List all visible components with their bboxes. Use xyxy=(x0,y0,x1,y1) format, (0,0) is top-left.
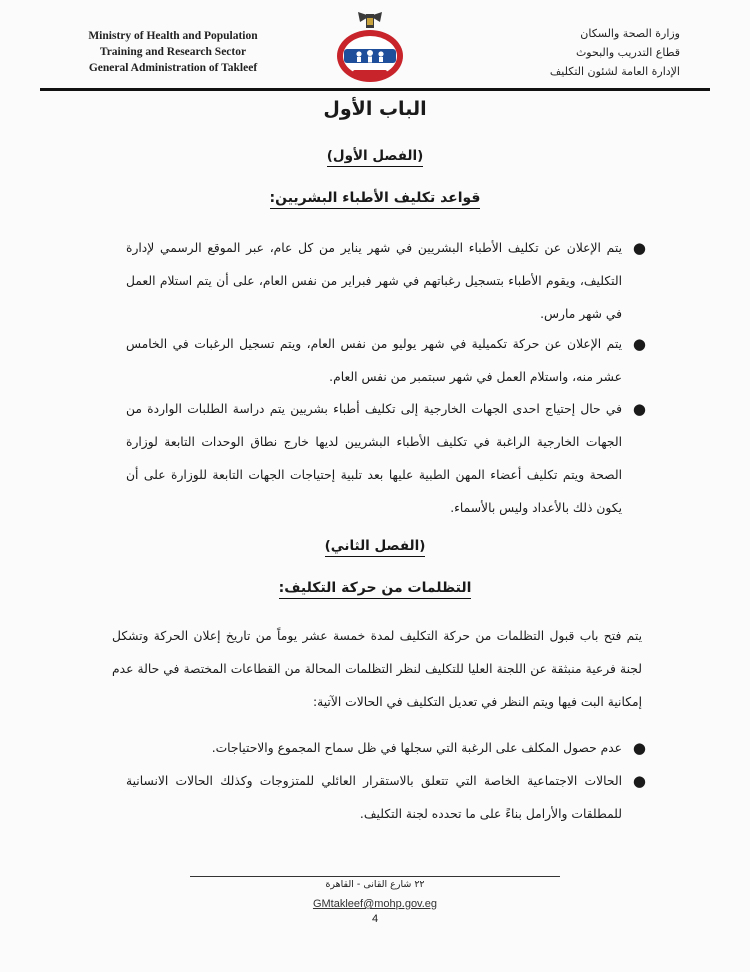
section-two-heading xyxy=(0,580,750,596)
footer-email-line xyxy=(0,898,750,910)
header-en-line-ministry: Ministry of Health and Population xyxy=(88,30,258,42)
list-item-text: في حال إحتياج احدى الجهات الخارجية إلى تكليف أطباء بشريين يتم دراسة الطلبات الواردة من الجهات الخارجية الراغبة في تكليف الأطباء البشريين لديها خارج نطاق الوحدات التابعة لوزارة الصحة ويتم تكليف أعضاء المهن الطبية عليها بعد تلبية إحتياجات الجهات التابعة للوزارة على أن يكون ذلك بالأعداد وليس بالأسماء. xyxy=(126,402,622,515)
list-item xyxy=(126,393,646,525)
bullet-icon: ● xyxy=(632,239,646,257)
header-english xyxy=(62,28,284,76)
list-item xyxy=(126,732,646,765)
header-ar-line-ministry: وزارة الصحة والسكان xyxy=(580,27,680,40)
footer-email-link[interactable]: GMtakleef@mohp.gov.eg xyxy=(312,898,438,910)
header-en-line-sector: Training and Research Sector xyxy=(99,46,247,58)
chapter-one-heading xyxy=(0,148,750,164)
list-item-text: يتم الإعلان عن حركة تكميلية في شهر يوليو من نفس العام، ويتم تسجيل الرغبات في الخامس عشر منه، واستلام العمل في شهر سبتمبر من نفس العام. xyxy=(126,337,622,384)
bullet-icon: ● xyxy=(632,739,646,757)
header-ar-line-sector: قطاع التدريب والبحوث xyxy=(575,46,680,59)
ministry-of-health-emblem-icon xyxy=(331,12,409,88)
list-item-text: الحالات الاجتماعية الخاصة التي تتعلق بالاستقرار العائلي للمتزوجات وكذلك الحالات الانسانية للمطلقات والأرامل بناءً على ما تحدده لجنة التكليف. xyxy=(126,774,622,821)
section-one-heading xyxy=(0,190,750,206)
section-one-label: قواعد تكليف الأطباء البشريين: xyxy=(270,190,481,209)
bullet-icon: ● xyxy=(632,400,646,418)
list-item-text: يتم الإعلان عن تكليف الأطباء البشريين في شهر يناير من كل عام، عبر الموقع الرسمي لإدارة التكليف، ويقوم الأطباء بتسجيل رغباتهم في شهر فبراير من نفس العام، على أن يتم استلام العمل في شهر مارس. xyxy=(126,241,622,321)
list-item xyxy=(126,765,646,831)
list-item-text: عدم حصول المكلف على الرغبة التي سجلها في ظل سماح المجموع والاحتياجات. xyxy=(211,741,622,755)
header-arabic xyxy=(480,24,680,81)
footer-divider xyxy=(190,876,560,877)
section-two-paragraph: يتم فتح باب قبول التظلمات من حركة التكليف لمدة خمسة عشر يوماً من تاريخ إعلان الحركة وتشكل لجنة فرعية منبثقة عن اللجنة العليا للتكليف لنظر التظلمات المحالة من القطاعات المختصة في حالة عدم إمكانية البت فيها ويتم النظر في تعديل التكليف في الحالات الآتية: xyxy=(112,629,642,709)
header-divider xyxy=(40,88,710,91)
footer-address: ٢٢ شارع القانى - القاهرة xyxy=(325,879,425,890)
list-item xyxy=(126,328,646,394)
chapter-one-label: (الفصل الأول) xyxy=(327,148,424,167)
list-item xyxy=(126,232,646,331)
header-en-line-administration: General Administration of Takleef xyxy=(88,62,258,74)
chapter-two-label: (الفصل الثاني) xyxy=(325,538,426,557)
section-two-label: التظلمات من حركة التكليف: xyxy=(279,580,472,599)
chapter-two-heading xyxy=(0,538,750,554)
bullet-icon: ● xyxy=(632,335,646,353)
header-ar-line-administration: الإدارة العامة لشئون التكليف xyxy=(549,65,680,78)
document-title: الباب الأول xyxy=(323,98,427,120)
bullet-icon: ● xyxy=(632,772,646,790)
page-number: 4 xyxy=(371,913,379,925)
